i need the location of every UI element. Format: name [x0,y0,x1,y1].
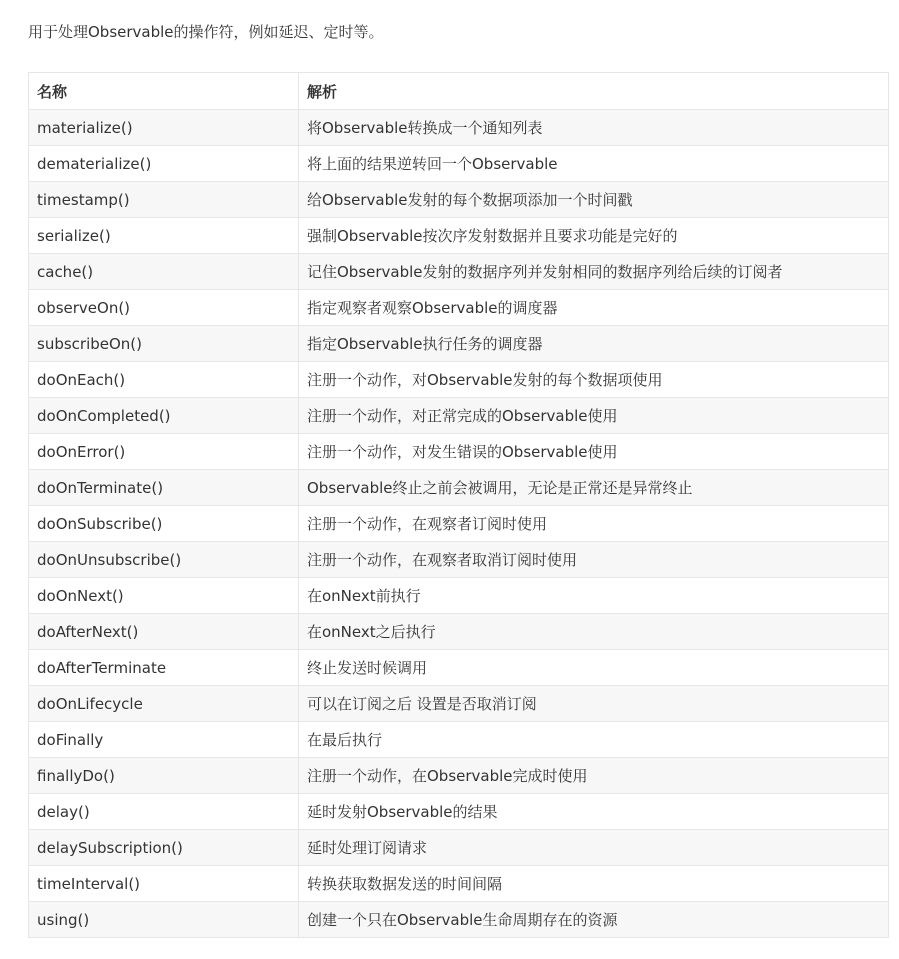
operator-name: doOnTerminate() [29,470,299,506]
header-name: 名称 [29,73,299,110]
header-row [29,73,889,110]
operator-description: 指定Observable执行任务的调度器 [299,326,889,362]
table-row [29,398,889,434]
operator-name: serialize() [29,218,299,254]
table-row [29,146,889,182]
operator-description: 强制Observable按次序发射数据并且要求功能是完好的 [299,218,889,254]
operator-description: 在最后执行 [299,722,889,758]
operator-name: delay() [29,794,299,830]
operator-description: 延时发射Observable的结果 [299,794,889,830]
operator-description: 记住Observable发射的数据序列并发射相同的数据序列给后续的订阅者 [299,254,889,290]
operator-name: doOnEach() [29,362,299,398]
table-row [29,686,889,722]
operator-description: 延时处理订阅请求 [299,830,889,866]
operator-name: doFinally [29,722,299,758]
operator-description: 注册一个动作，在观察者取消订阅时使用 [299,542,889,578]
operator-description: 转换获取数据发送的时间间隔 [299,866,889,902]
operator-description: 将上面的结果逆转回一个Observable [299,146,889,182]
operator-description: 指定观察者观察Observable的调度器 [299,290,889,326]
operator-description: 注册一个动作，对正常完成的Observable使用 [299,398,889,434]
operator-name: observeOn() [29,290,299,326]
table-row [29,290,889,326]
operator-name: doOnLifecycle [29,686,299,722]
operator-name: doOnCompleted() [29,398,299,434]
header-description: 解析 [299,73,889,110]
table-row [29,182,889,218]
operator-name: timestamp() [29,182,299,218]
operator-description: 在onNext前执行 [299,578,889,614]
operator-description: 注册一个动作，对发生错误的Observable使用 [299,434,889,470]
operator-description: Observable终止之前会被调用，无论是正常还是异常终止 [299,470,889,506]
operator-description: 注册一个动作，对Observable发射的每个数据项使用 [299,362,889,398]
operator-description: 在onNext之后执行 [299,614,889,650]
table-row [29,110,889,146]
table-row [29,866,889,902]
operator-name: doOnSubscribe() [29,506,299,542]
table-row [29,758,889,794]
table-row [29,326,889,362]
table-row [29,578,889,614]
table-row [29,434,889,470]
operator-description: 终止发送时候调用 [299,650,889,686]
operator-name: doOnUnsubscribe() [29,542,299,578]
table-row [29,650,889,686]
table-row [29,722,889,758]
operator-name: finallyDo() [29,758,299,794]
operator-description: 给Observable发射的每个数据项添加一个时间戳 [299,182,889,218]
operator-name: materialize() [29,110,299,146]
table-body [29,110,889,938]
intro-text: 用于处理Observable的操作符，例如延迟、定时等。 [28,23,384,41]
table-row [29,254,889,290]
table-row [29,470,889,506]
operator-description: 注册一个动作，在观察者订阅时使用 [299,506,889,542]
operator-name: doOnError() [29,434,299,470]
operator-name: using() [29,902,299,938]
operator-name: timeInterval() [29,866,299,902]
table-row [29,830,889,866]
operator-name: doOnNext() [29,578,299,614]
operator-name: delaySubscription() [29,830,299,866]
table-header [29,73,889,110]
operator-name: doAfterTerminate [29,650,299,686]
table-row [29,542,889,578]
operator-name: doAfterNext() [29,614,299,650]
operator-description: 可以在订阅之后 设置是否取消订阅 [299,686,889,722]
table-row [29,794,889,830]
table-row [29,218,889,254]
operator-name: subscribeOn() [29,326,299,362]
table-row [29,506,889,542]
operator-description: 注册一个动作，在Observable完成时使用 [299,758,889,794]
operator-name: cache() [29,254,299,290]
operators-table [28,72,889,938]
operator-name: dematerialize() [29,146,299,182]
operator-description: 创建一个只在Observable生命周期存在的资源 [299,902,889,938]
table-row [29,614,889,650]
operator-description: 将Observable转换成一个通知列表 [299,110,889,146]
table-row [29,902,889,938]
table-row [29,362,889,398]
